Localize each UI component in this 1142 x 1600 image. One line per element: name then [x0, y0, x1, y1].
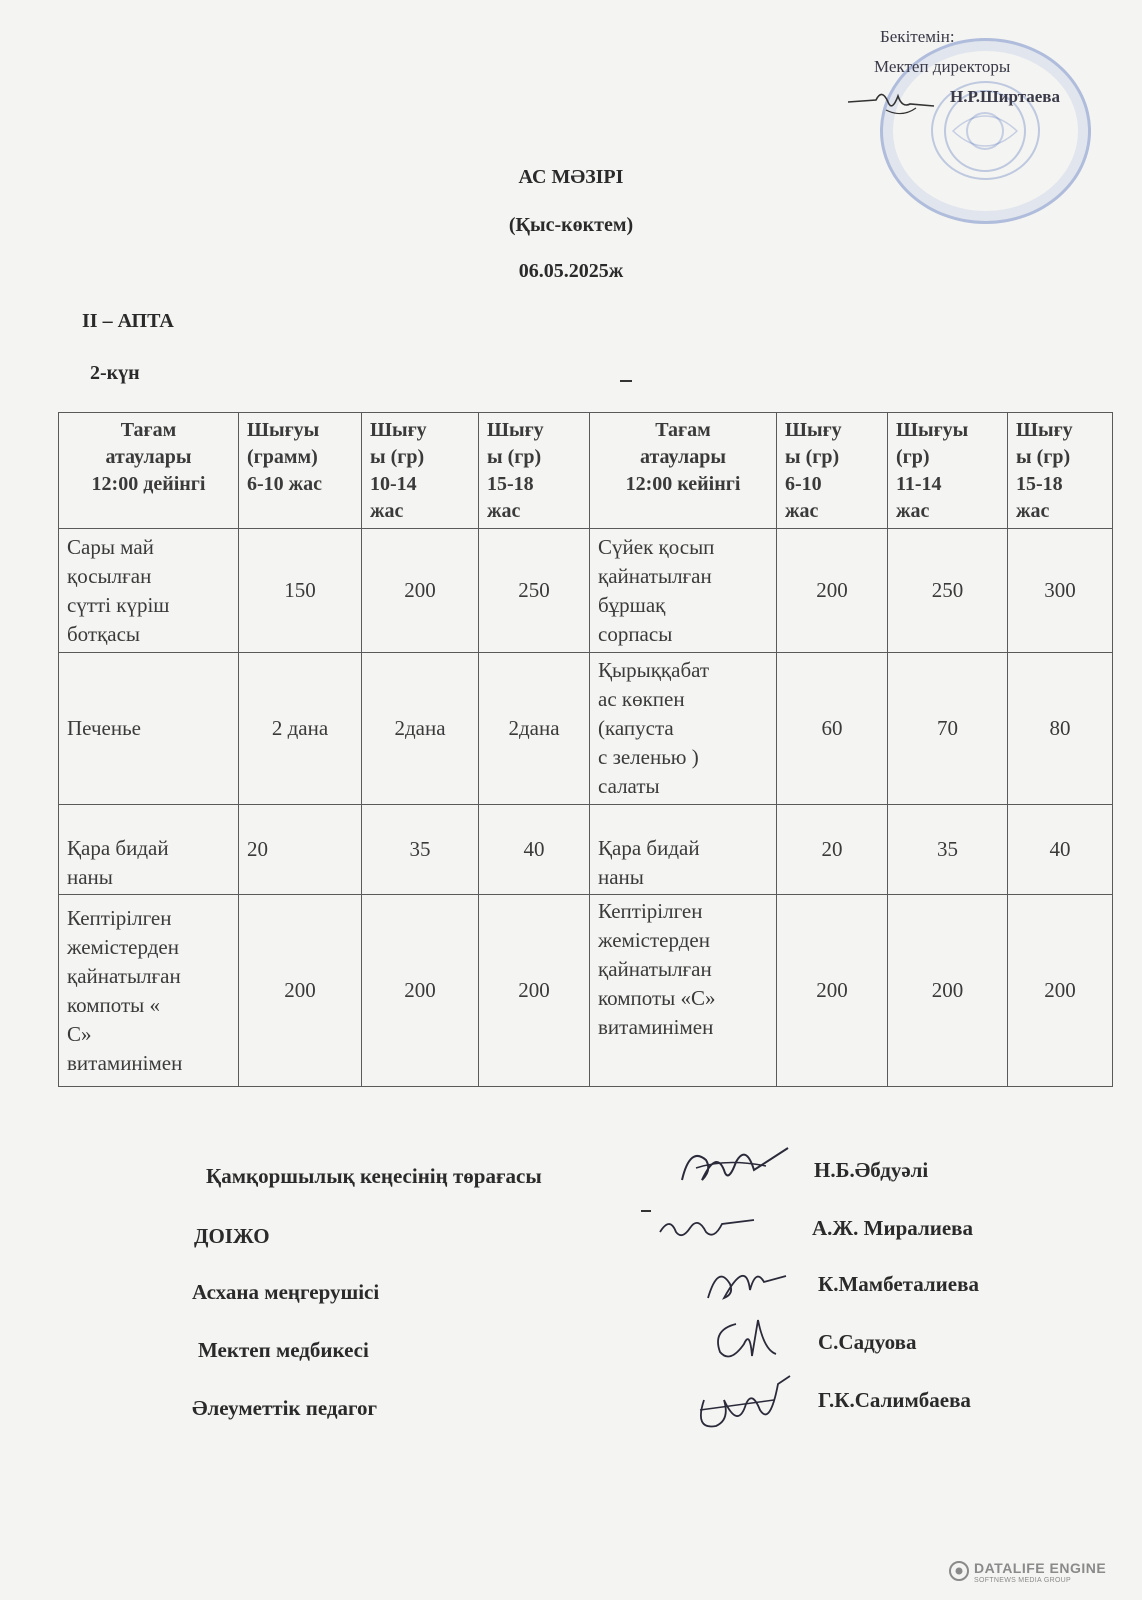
day-label: 2-күн	[90, 362, 140, 384]
portion-cell: 150	[239, 529, 362, 653]
dish-before-noon: Қара бидай наны	[59, 805, 239, 895]
signature-role: Әлеуметтік педагог	[192, 1396, 378, 1420]
portion-cell: 60	[777, 653, 888, 805]
header-cell: Шығу ы (гр) 6-10 жас	[777, 413, 888, 529]
portion-cell: 200	[362, 529, 479, 653]
signature-role: Қамқоршылық кеңесінің төрағасы	[206, 1164, 542, 1188]
header-cell: Шығу ы (гр) 15-18 жас	[1008, 413, 1113, 529]
watermark-subtitle: SOFTNEWS MEDIA GROUP	[974, 1577, 1072, 1584]
signature-scribble-icon	[690, 1370, 800, 1450]
portion-cell: 200	[479, 895, 590, 1087]
season-label: (Қыс-көктем)	[508, 214, 634, 236]
signature-scribble-icon	[706, 1310, 786, 1370]
portion-cell: 2дана	[362, 653, 479, 805]
portion-cell: 200	[777, 895, 888, 1087]
menu-table	[58, 412, 1113, 1087]
watermark-title: DATALIFE ENGINE	[974, 1560, 1107, 1576]
table-row	[59, 805, 1113, 895]
header-cell: Шығуы (грамм) 6-10 жас	[239, 413, 362, 529]
dash-mark	[620, 380, 632, 382]
approval-position: Мектеп директоры	[874, 57, 1011, 76]
signature-name: А.Ж. Миралиева	[812, 1216, 974, 1240]
header-cell: Тағам атаулары 12:00 дейінгі	[59, 413, 239, 529]
approval-block	[874, 22, 1120, 112]
approval-label: Бекітемін:	[880, 27, 955, 46]
portion-cell: 80	[1008, 653, 1113, 805]
portion-cell: 70	[888, 653, 1008, 805]
signature-scribble-icon	[676, 1140, 796, 1196]
portion-cell: 250	[888, 529, 1008, 653]
portion-cell: 200	[362, 895, 479, 1087]
dish-after-noon: Кептірілген жемістерден қайнатылған компоты «С» витаминімен	[590, 895, 777, 1087]
dish-before-noon: Печенье	[59, 653, 239, 805]
portion-cell: 35	[362, 805, 479, 895]
header-cell: Шығуы (гр) 11-14 жас	[888, 413, 1008, 529]
dish-before-noon: Кептірілген жемістерден қайнатылған компоты « С» витаминімен	[59, 895, 239, 1087]
dash-mark	[641, 1210, 651, 1212]
table-header-row	[59, 413, 1113, 529]
portion-cell: 20	[239, 805, 362, 895]
portion-cell: 40	[1008, 805, 1113, 895]
header-cell: Шығу ы (гр) 10-14 жас	[362, 413, 479, 529]
portion-cell: 20	[777, 805, 888, 895]
portion-cell: 200	[239, 895, 362, 1087]
portion-cell: 40	[479, 805, 590, 895]
signature-scribble-icon	[650, 1206, 760, 1246]
table-row	[59, 895, 1113, 1087]
portion-cell: 200	[1008, 895, 1113, 1087]
week-label: ІІ – АПТА	[82, 310, 174, 332]
signature-name: Н.Б.Әбдуәлі	[814, 1158, 929, 1182]
signature-name: С.Садуова	[818, 1330, 917, 1354]
dish-after-noon: Қара бидай наны	[590, 805, 777, 895]
portion-cell: 35	[888, 805, 1008, 895]
table-row	[59, 529, 1113, 653]
dish-after-noon: Қырыққабат ас көкпен (капуста с зеленью ) салаты	[590, 653, 777, 805]
document-title: АС МӘЗІРІ	[518, 166, 624, 188]
signature-name: Г.К.Салимбаева	[818, 1388, 971, 1412]
table-row	[59, 653, 1113, 805]
signature-role: ДОІЖО	[194, 1224, 270, 1248]
portion-cell: 300	[1008, 529, 1113, 653]
menu-date: 06.05.2025ж	[518, 260, 624, 282]
portion-cell: 200	[888, 895, 1008, 1087]
portion-cell: 250	[479, 529, 590, 653]
datalife-logo-icon	[948, 1560, 970, 1582]
signature-scribble-icon	[700, 1254, 790, 1310]
header-cell: Шығу ы (гр) 15-18 жас	[479, 413, 590, 529]
portion-cell: 200	[777, 529, 888, 653]
signature-name: К.Мамбеталиева	[818, 1272, 979, 1296]
dish-after-noon: Сүйек қосып қайнатылған бұршақ сорпасы	[590, 529, 777, 653]
signature-role: Мектеп медбикесі	[198, 1338, 369, 1362]
portion-cell: 2 дана	[239, 653, 362, 805]
header-cell: Тағам атаулары 12:00 кейінгі	[590, 413, 777, 529]
dish-before-noon: Сары май қосылған сүтті күріш ботқасы	[59, 529, 239, 653]
signature-role: Асхана меңгерушісі	[192, 1280, 380, 1304]
approval-name: Н.Р.Ширтаева	[950, 87, 1060, 106]
portion-cell: 2дана	[479, 653, 590, 805]
